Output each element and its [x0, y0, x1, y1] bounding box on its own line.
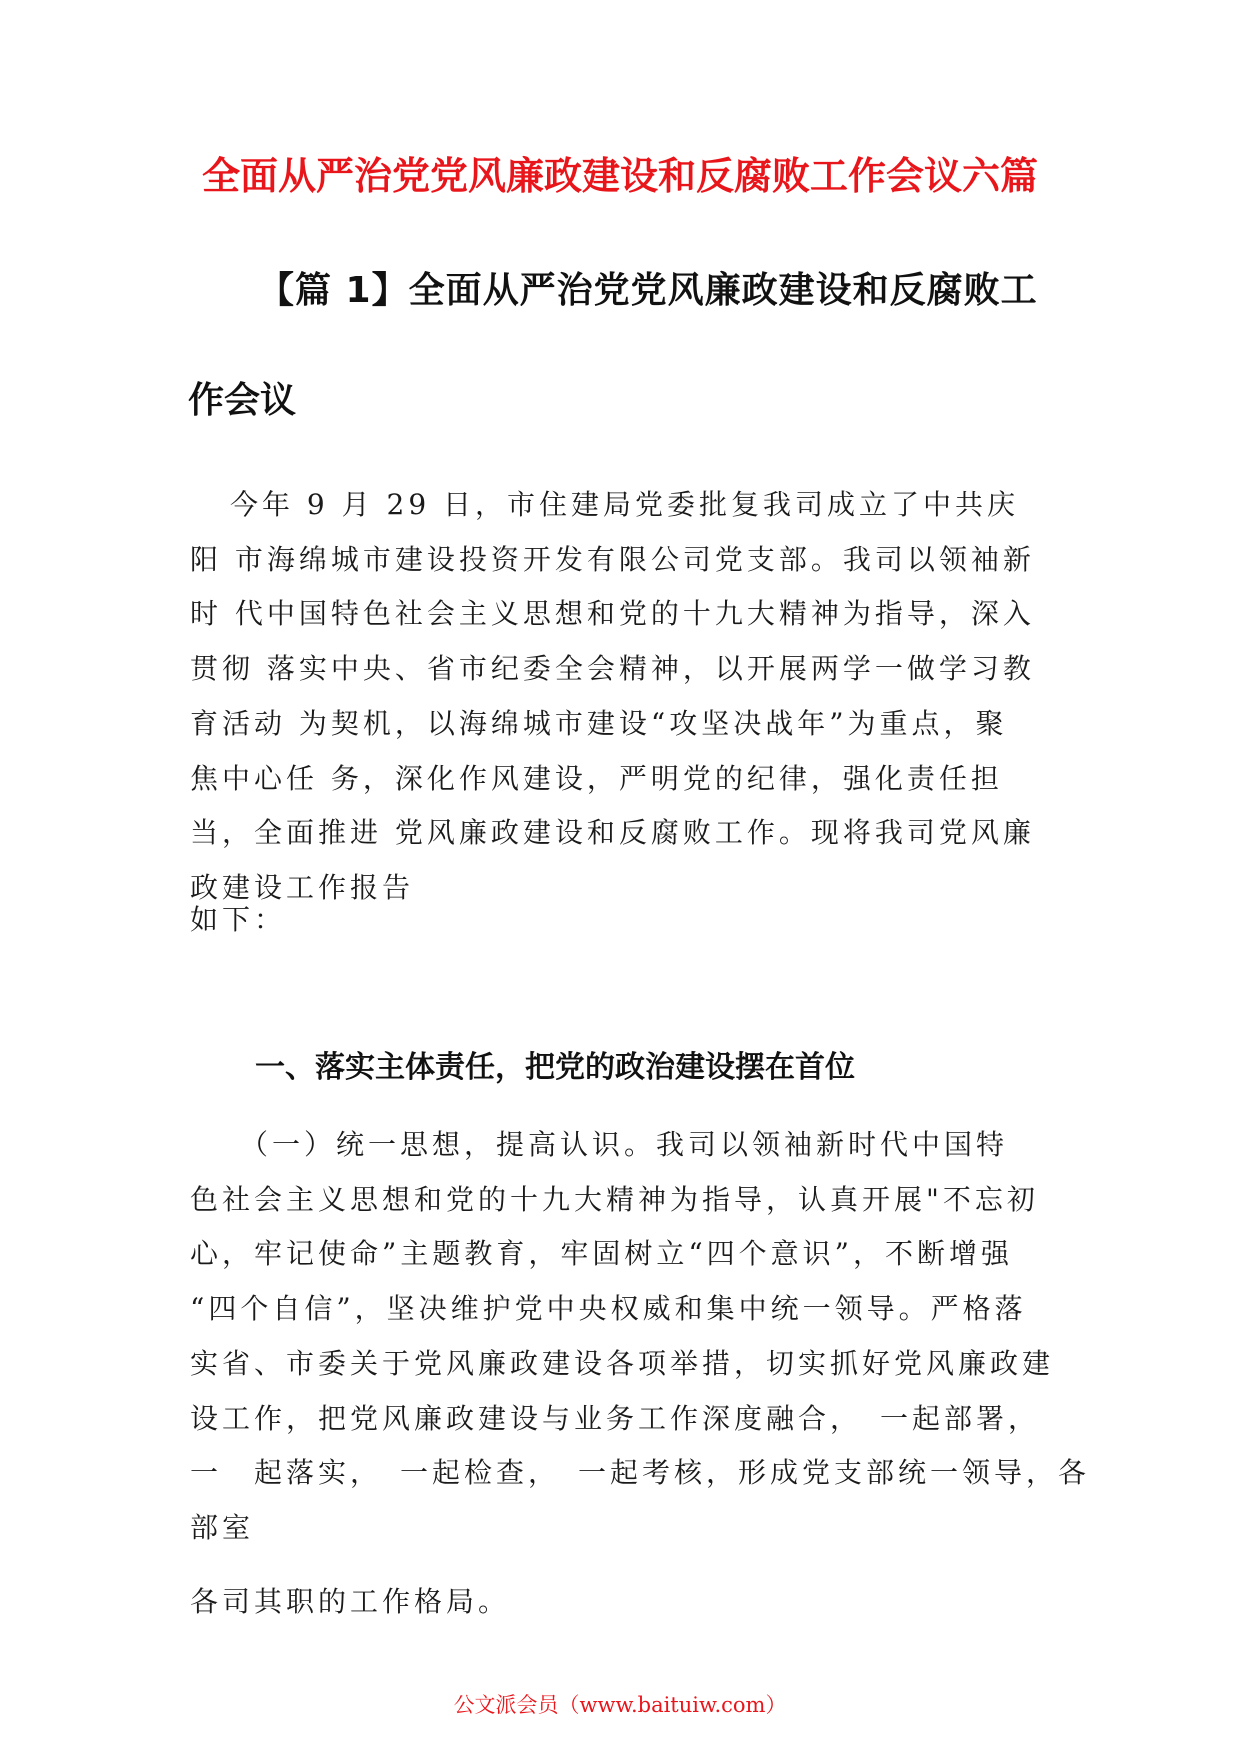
paragraph-line: 设工作，把党风廉政建设与业务工作深度融合， 一起部署， [190, 1401, 1041, 1435]
paragraph-line: 一 起落实， 一起检查， 一起考核，形成党支部统一领导，各 [190, 1456, 1091, 1490]
document-title: 全面从严治党党风廉政建设和反腐败工作会议六篇 [201, 154, 1038, 198]
section-paragraph [190, 1118, 1091, 1556]
paragraph-line: “四个自信”，坚决维护党中央权威和集中统一领导。严格落 [190, 1292, 1027, 1326]
section-tail: 各司其职的工作格局。 [190, 1585, 511, 1618]
paragraph-line: 色社会主义思想和党的十九大精神为指导，认真开展"不忘初 [190, 1182, 1039, 1216]
chapter-heading [188, 236, 1048, 456]
paragraph-line: 当，全面推进 党风廉政建设和反腐败工作。现将我司党风廉 [190, 816, 1035, 850]
paragraph-line: 心，牢记使命”主题教育，牢固树立“四个意识”，不断增强 [190, 1237, 1013, 1271]
paragraph-line: 时 代中国特色社会主义思想和党的十九大精神为指导，深入 [190, 597, 1035, 631]
intro-tail: 如下： [190, 903, 287, 936]
paragraph-line: 阳 市海绵城市建设投资开发有限公司党支部。我司以领袖新 [190, 542, 1035, 576]
paragraph-line: 育活动 为契机，以海绵城市建设“攻坚决战年”为重点，聚 [190, 706, 1008, 740]
footer-watermark: 公文派会员（www.baituiw.com） [453, 1693, 787, 1717]
paragraph-line: 政建设工作报告 [190, 870, 415, 904]
intro-paragraph [190, 478, 1050, 916]
paragraph-line: 部室 [190, 1510, 255, 1544]
section-heading: 一、落实主体责任，把党的政治建设摆在首位 [255, 1050, 855, 1085]
paragraph-line: 焦中心任 务，深化作风建设，严明党的纪律，强化责任担 [190, 761, 1003, 795]
chapter-heading-line: 【篇 1】全面从严治党党风廉政建设和反腐败工 [258, 270, 1038, 311]
paragraph-line: （一）统一思想，提高认识。我司以领袖新时代中国特 [240, 1128, 1009, 1161]
paragraph-line: 实省、市委关于党风廉政建设各项举措，切实抓好党风廉政建 [190, 1346, 1055, 1380]
paragraph-line: 今年 9 月 29 日，市住建局党委批复我司成立了中共庆 [230, 488, 1020, 521]
paragraph-line: 贯彻 落实中央、省市纪委全会精神，以开展两学一做学习教 [190, 652, 1035, 686]
chapter-heading-line: 作会议 [188, 380, 297, 421]
